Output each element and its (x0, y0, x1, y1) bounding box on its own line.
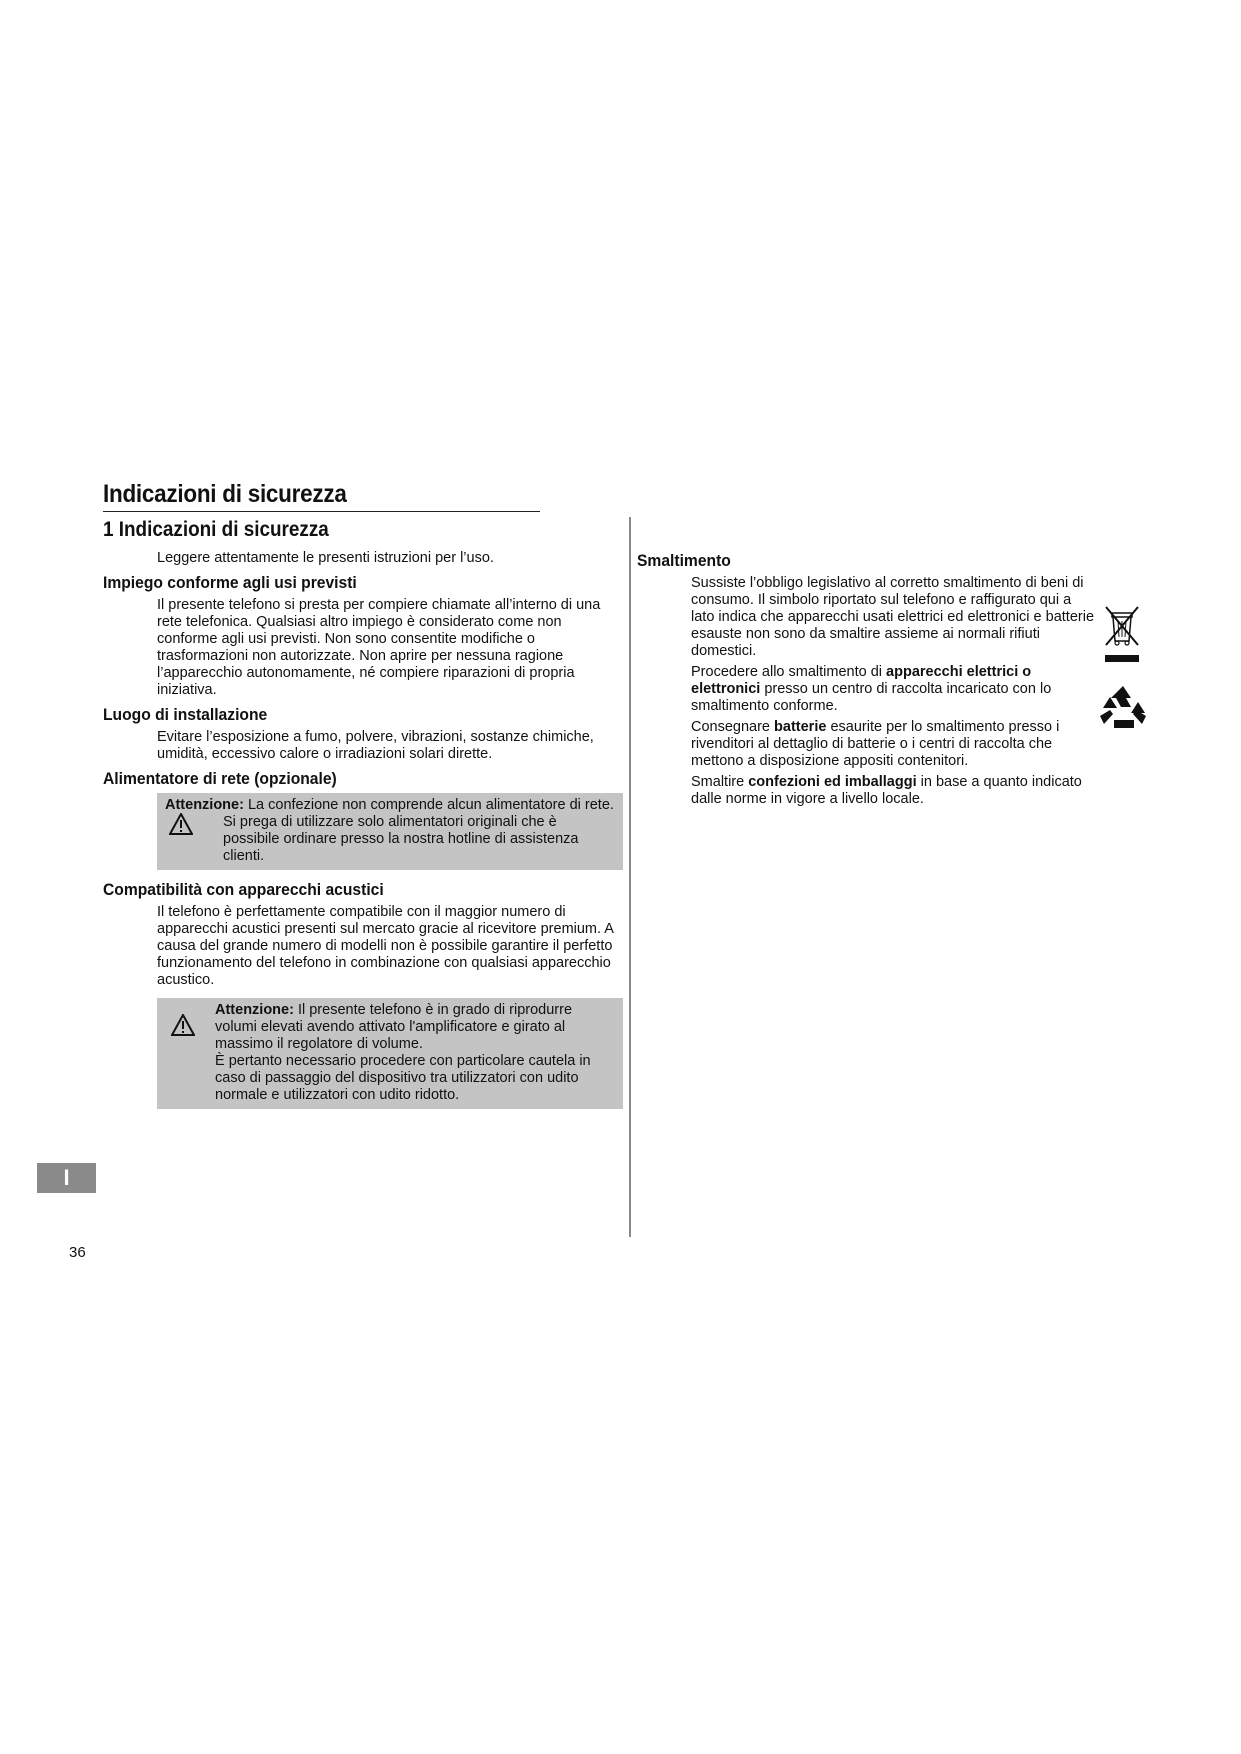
warning-icon (169, 813, 193, 835)
text-luogo: Evitare l’esposizione a fumo, polvere, vibrazioni, sostanze chimiche, umidità, eccessivo calore o irradiazioni solari dirette. (157, 729, 594, 762)
warning-volume-text: Il presente telefono è in grado di riprodurre volumi elevati avendo attivato l'amplificatore e girato al massimo il regolatore di volume. (215, 1002, 573, 1052)
page-header (103, 480, 540, 512)
warning-volume-line1 (215, 1002, 617, 1053)
p2-pre: Procedere allo smaltimento di (691, 664, 887, 680)
p3-bold: batterie (774, 719, 827, 735)
heading-compatibilita: Compatibilità con apparecchi acustici (103, 880, 384, 899)
p2-bold: apparecchi elettrici o elettronici (691, 664, 1032, 697)
warning-box-power (157, 793, 623, 870)
warning-power-line1 (165, 797, 617, 814)
p4-bold: confezioni ed imballaggi (748, 774, 917, 790)
warning-label: Attenzione: (215, 1002, 294, 1018)
intro-text: Leggere attentamente le presenti istruzioni per l’uso. (157, 550, 494, 566)
p4-pre: Smaltire (691, 774, 749, 790)
language-tab: I (37, 1163, 96, 1193)
disposal-icons (1098, 605, 1148, 737)
heading-alimentatore: Alimentatore di rete (opzionale) (103, 769, 337, 788)
recycle-icon (1098, 684, 1148, 737)
warning-box-volume (157, 998, 623, 1109)
p3-pre: Consegnare (691, 719, 775, 735)
warning-power-text: La confezione non comprende alcun alimentatore di rete. (247, 797, 614, 813)
left-column (103, 550, 623, 1119)
smaltimento-p2 (691, 664, 1095, 715)
warning-power-text2: Si prega di utilizzare solo alimentatori originali che è possibile ordinare presso la nostra hotline di assistenza clienti. (223, 814, 579, 864)
column-divider (629, 517, 631, 1237)
text-impiego: Il presente telefono si presta per compiere chiamate all’interno di una rete telefonica. Qualsiasi altro impiego è considerato come non conforme agli usi previsti. Non sono consentite modifiche o trasformazioni non autorizzate. Non aprire per nessuna ragione l’apparecchio autonomamente, né compiere riparazioni di propria iniziativa. (157, 597, 601, 698)
p4-post: in base a quanto indicato dalle norme in vigore a livello locale. (691, 774, 1082, 807)
warning-volume-text2: È pertanto necessario procedere con particolare cautela in caso di passaggio del dispositivo tra utilizzatori con udito normale e utilizzatori con udito ridotto. (215, 1053, 591, 1103)
smaltimento-p4 (691, 774, 1095, 808)
page-title: Indicazioni di sicurezza (103, 480, 347, 508)
section-title: 1 Indicazioni di sicurezza (103, 518, 329, 541)
smaltimento-p3 (691, 719, 1095, 770)
heading-smaltimento: Smaltimento (637, 551, 731, 570)
warning-label: Attenzione: (165, 797, 244, 813)
p2-post: presso un centro di raccolta incaricato con lo smaltimento conforme. (691, 681, 1052, 714)
warning-icon (171, 1014, 195, 1036)
p3-post: esaurite per lo smaltimento presso i rivenditori al dettaglio di batterie o i centri di raccolta che mettono a disposizione appositi contenitori. (691, 719, 1060, 769)
page-number: 36 (69, 1244, 86, 1261)
smaltimento-body (691, 575, 1095, 808)
heading-impiego: Impiego conforme agli usi previsti (103, 573, 357, 592)
text-compatibilita: Il telefono è perfettamente compatibile con il maggior numero di apparecchi acustici presenti sul mercato gracie al ricevitore premium. A causa del grande numero di modelli non è possibile garantire il perfetto funzionamento del telefono in combinazione con qualsiasi apparecchio acustico. (157, 904, 614, 988)
smaltimento-p1: Sussiste l’obbligo legislativo al corretto smaltimento di beni di consumo. Il simbolo riportato sul telefono e raffigurato qui a lato indica che apparecchi usati elettrici ed elettronici e batterie esauste non sono da smaltire assieme ai normali rifiuti domestici. (691, 575, 1095, 659)
weee-bin-icon (1102, 605, 1148, 672)
heading-luogo: Luogo di installazione (103, 705, 268, 724)
right-column (637, 551, 1157, 812)
